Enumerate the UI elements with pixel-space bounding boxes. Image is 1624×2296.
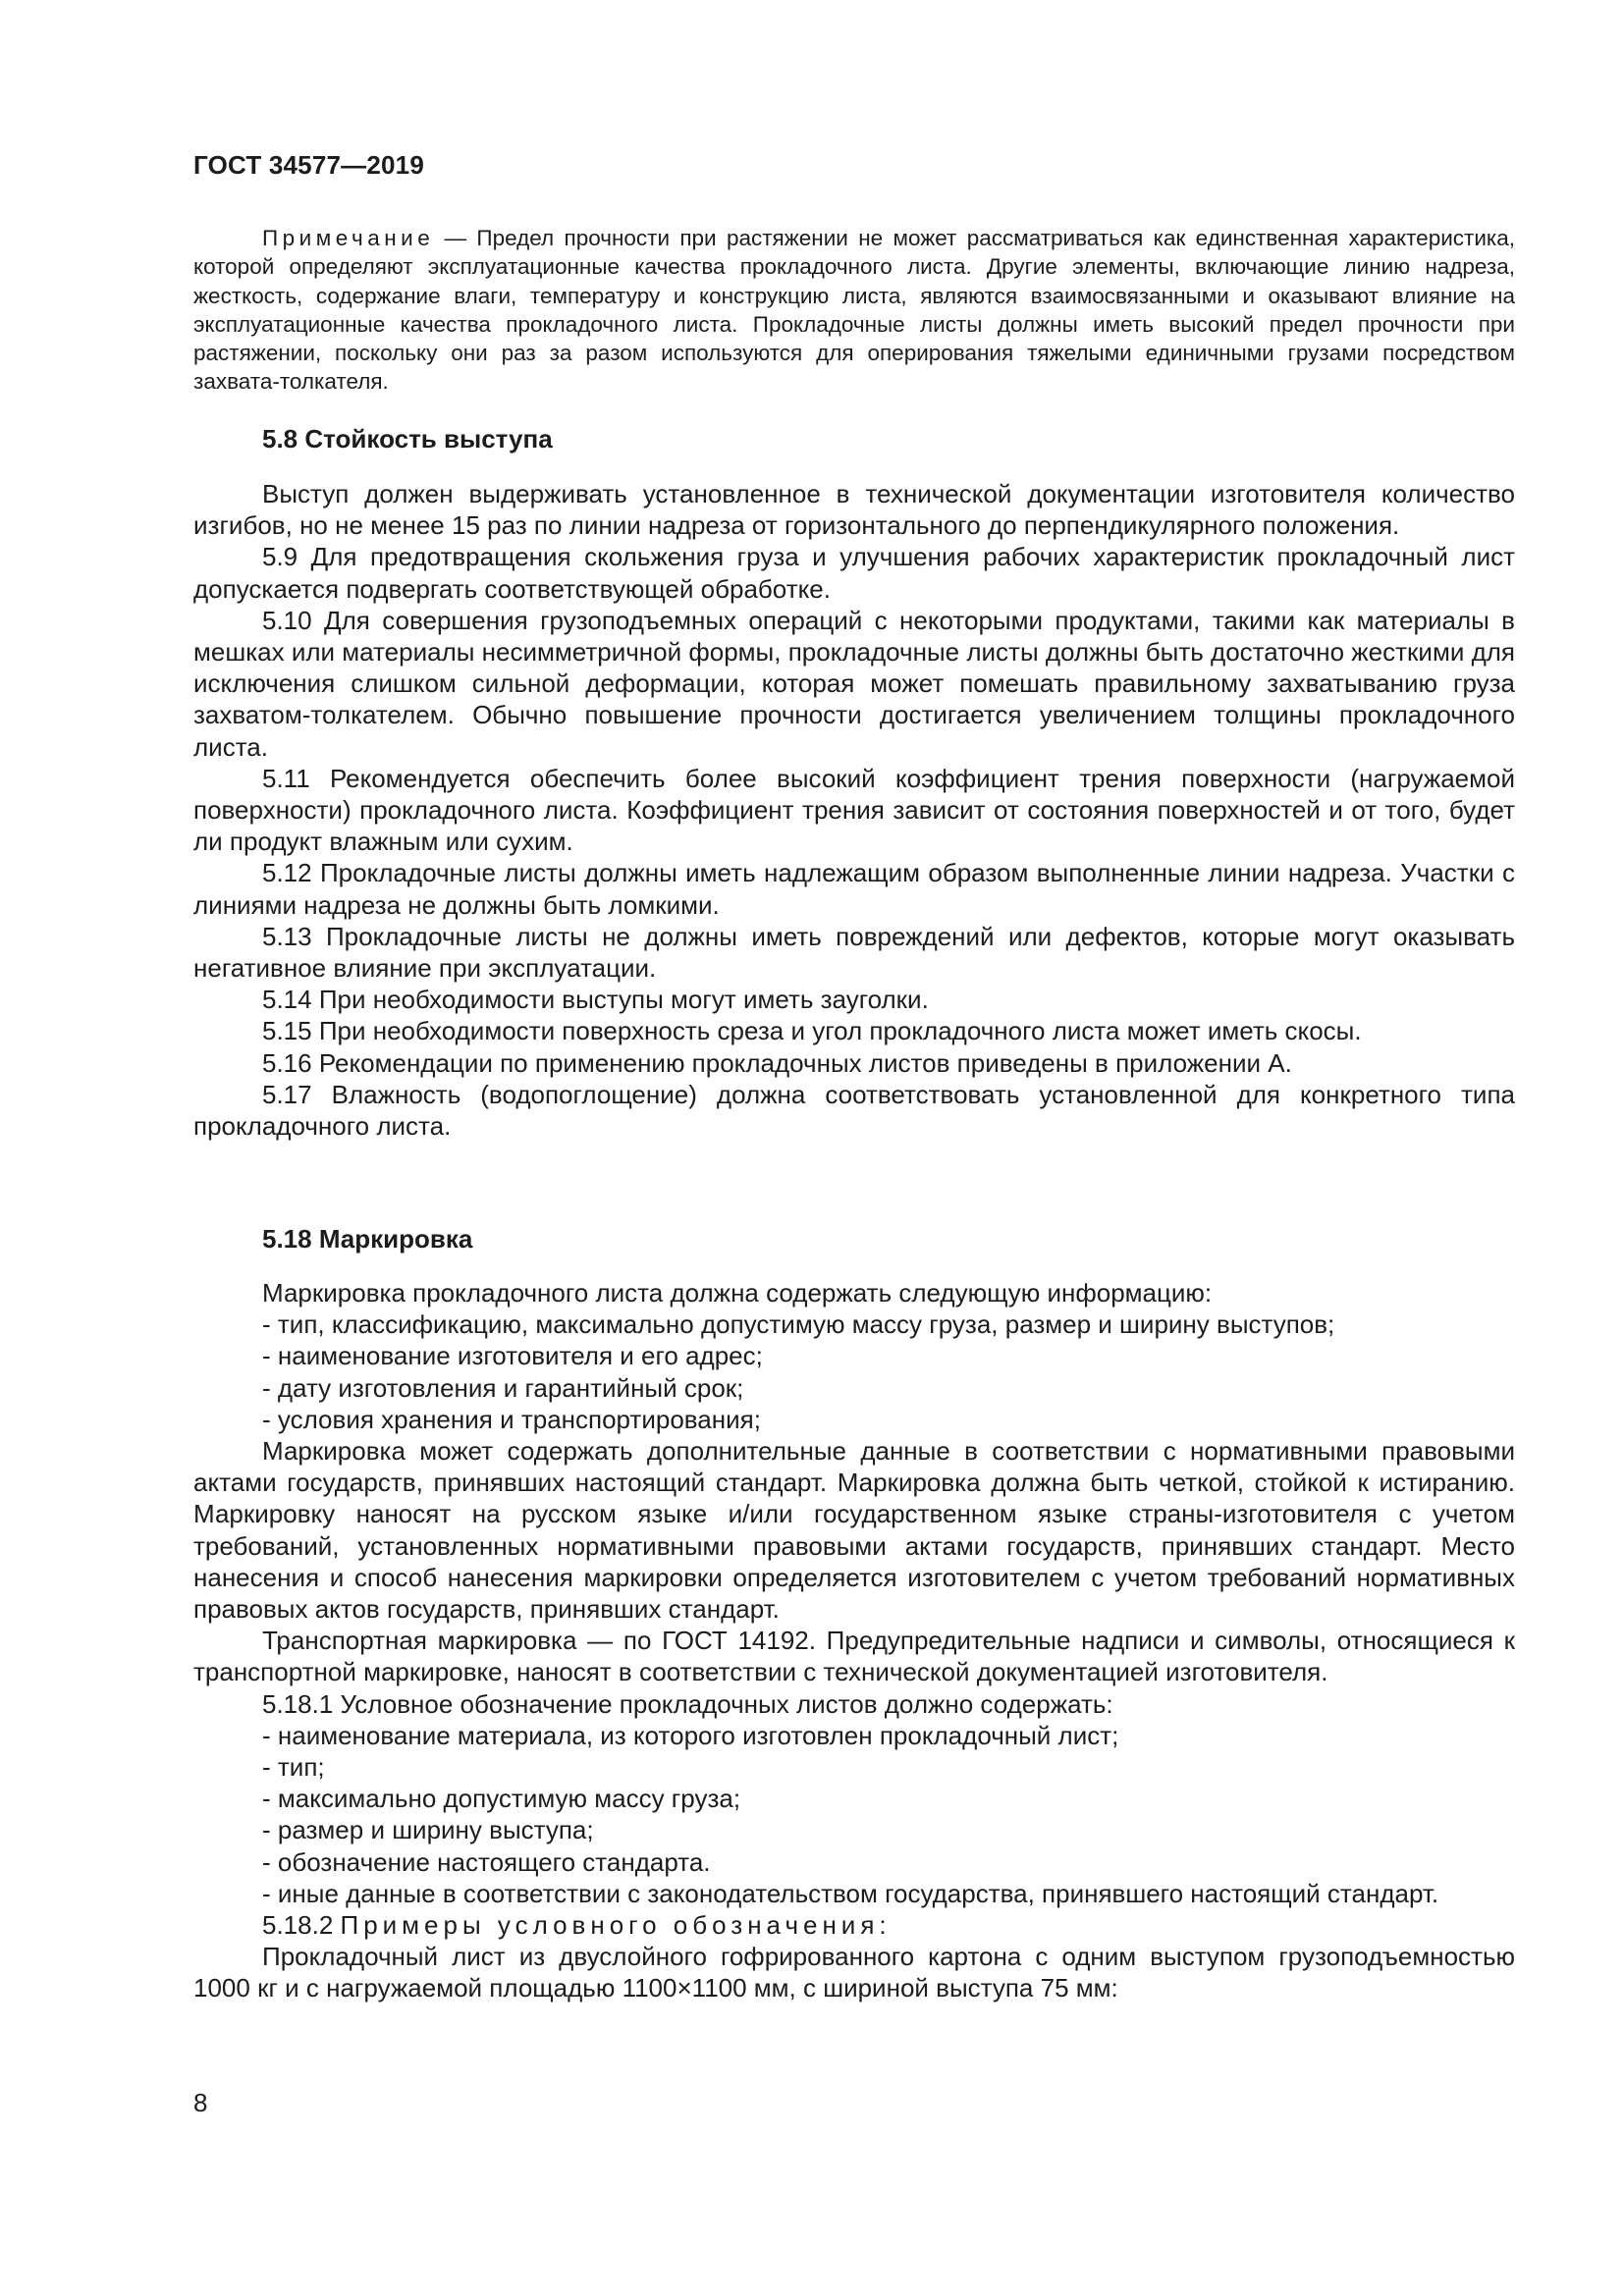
list-item: - иные данные в соответствии с законодательством государства, принявшего настоящий стандарт.: [262, 1878, 1439, 1908]
paragraph: Транспортная маркировка — по ГОСТ 14192. Предупредительные надписи и символы, относящиеся к транспортной маркировке, наносят в соответствии с технической документацией изготовителя.: [193, 1626, 1515, 1687]
section-5-18: [193, 1223, 1515, 1255]
paragraph-5-18-1: 5.18.1 Условное обозначение прокладочных листов должно содержать:: [262, 1688, 1113, 1719]
section-5-8-body: [193, 478, 1515, 1142]
section-5-18-body: [193, 1277, 1515, 2004]
list-item: - условия хранения и транспортирования;: [262, 1404, 761, 1434]
paragraph-5-14: 5.14 При необходимости выступы могут иметь зауголки.: [262, 985, 929, 1015]
list-item: - дату изготовления и гарантийный срок;: [262, 1372, 744, 1403]
paragraph: Маркировка прокладочного листа должна содержать следующую информацию:: [262, 1278, 1213, 1308]
document-header: ГОСТ 34577—2019: [193, 150, 424, 180]
paragraph: Прокладочный лист из двуслойного гофрированного картона с одним выступом грузоподъемностью 1000 кг и с нагружаемой площадью 1100×1100 мм, с шириной выступа 75 мм:: [193, 1942, 1515, 2003]
examples-label: Примеры условного обозначения:: [340, 1910, 892, 1941]
note-text: — Предел прочности при растяжении не может рассматриваться как единственная характеристика, которой определяют эксплуатационные качества прокладочного листа. Другие элементы, включающие линию надреза, жесткость, содержание влаги, температуру и конструкцию листа, являются взаимосвязанными и оказывают влияние на эксплуатационные качества прокладочного листа. Прокладочные листы должны иметь высокий предел прочности при растяжении, поскольку они раз за разом используются для оперирования тяжелыми единичными грузами посредством захвата-толкателя.: [193, 226, 1515, 395]
list-item: - наименование изготовителя и его адрес;: [262, 1341, 763, 1371]
paragraph-5-9: 5.9 Для предотвращения скольжения груза и улучшения рабочих характеристик прокладочный лист допускается подвергать соответствующей обработке.: [193, 542, 1515, 604]
page-number: 8: [193, 2088, 208, 2117]
paragraph-5-10: 5.10 Для совершения грузоподъемных операций с некоторыми продуктами, такими как материалы в мешках или материалы несимметричной формы, прокладочные листы должны быть достаточно жесткими для исключения слишком сильной деформации, которая может помешать правильному захватыванию груза захватом-толкателем. Обычно повышение прочности достигается увеличением толщины прокладочного листа.: [193, 605, 1515, 762]
section-5-8: [193, 423, 1515, 454]
paragraph-5-12: 5.12 Прокладочные листы должны иметь надлежащим образом выполненные линии надреза. Участки с линиями надреза не должны быть ломкими.: [193, 858, 1515, 920]
paragraph-5-15: 5.15 При необходимости поверхность среза и угол прокладочного листа может иметь скосы.: [262, 1016, 1362, 1046]
list-item: - тип, классификацию, максимально допустимую массу груза, размер и ширину выступов;: [262, 1309, 1335, 1340]
paragraph-5-13: 5.13 Прокладочные листы не должны иметь повреждений или дефектов, которые могут оказывать негативное влияние при эксплуатации.: [193, 921, 1515, 984]
paragraph: Выступ должен выдерживать установленное в технической документации изготовителя количество изгибов, но не менее 15 раз по линии надреза от горизонтального до перпендикулярного положения.: [193, 479, 1515, 541]
note-label: Примечание: [262, 226, 435, 250]
list-item: - максимально допустимую массу груза;: [262, 1784, 741, 1814]
paragraph-5-17: 5.17 Влажность (водопоглощение) должна соответствовать установленной для конкретного типа прокладочного листа.: [193, 1079, 1515, 1142]
list-item: - наименование материала, из которого изготовлен прокладочный лист;: [262, 1720, 1119, 1750]
paragraph-5-16: 5.16 Рекомендации по применению прокладочных листов приведены в приложении А.: [262, 1047, 1292, 1078]
note-paragraph: [193, 224, 1515, 397]
clause-number: 5.18.2: [262, 1910, 341, 1941]
list-item: - обозначение настоящего стандарта.: [262, 1846, 711, 1877]
paragraph-5-18-2: [193, 1909, 1515, 1941]
list-item: - размер и ширину выступа;: [262, 1815, 594, 1845]
section-heading: 5.8 Стойкость выступа: [262, 424, 553, 454]
list-item: - тип;: [262, 1752, 325, 1783]
section-heading: 5.18 Маркировка: [262, 1224, 473, 1254]
paragraph-5-11: 5.11 Рекомендуется обеспечить более высокий коэффициент трения поверхности (нагружаемой поверхности) прокладочного листа. Коэффициент трения зависит от состояния поверхностей и от того, будет ли продукт влажным или сухим.: [193, 763, 1515, 857]
paragraph: Маркировка может содержать дополнительные данные в соответствии с нормативными правовыми актами государств, принявших настоящий стандарт. Маркировка должна быть четкой, стойкой к истиранию. Маркировку наносят на русском языке и/или государственном языке страны-изготовителя с учетом требований, установленных нормативными правовыми актами государств, принявших стандарт. Место нанесения и способ нанесения маркировки определяется изготовителем с учетом требований нормативных правовых актов государств, принявших стандарт.: [193, 1436, 1515, 1625]
